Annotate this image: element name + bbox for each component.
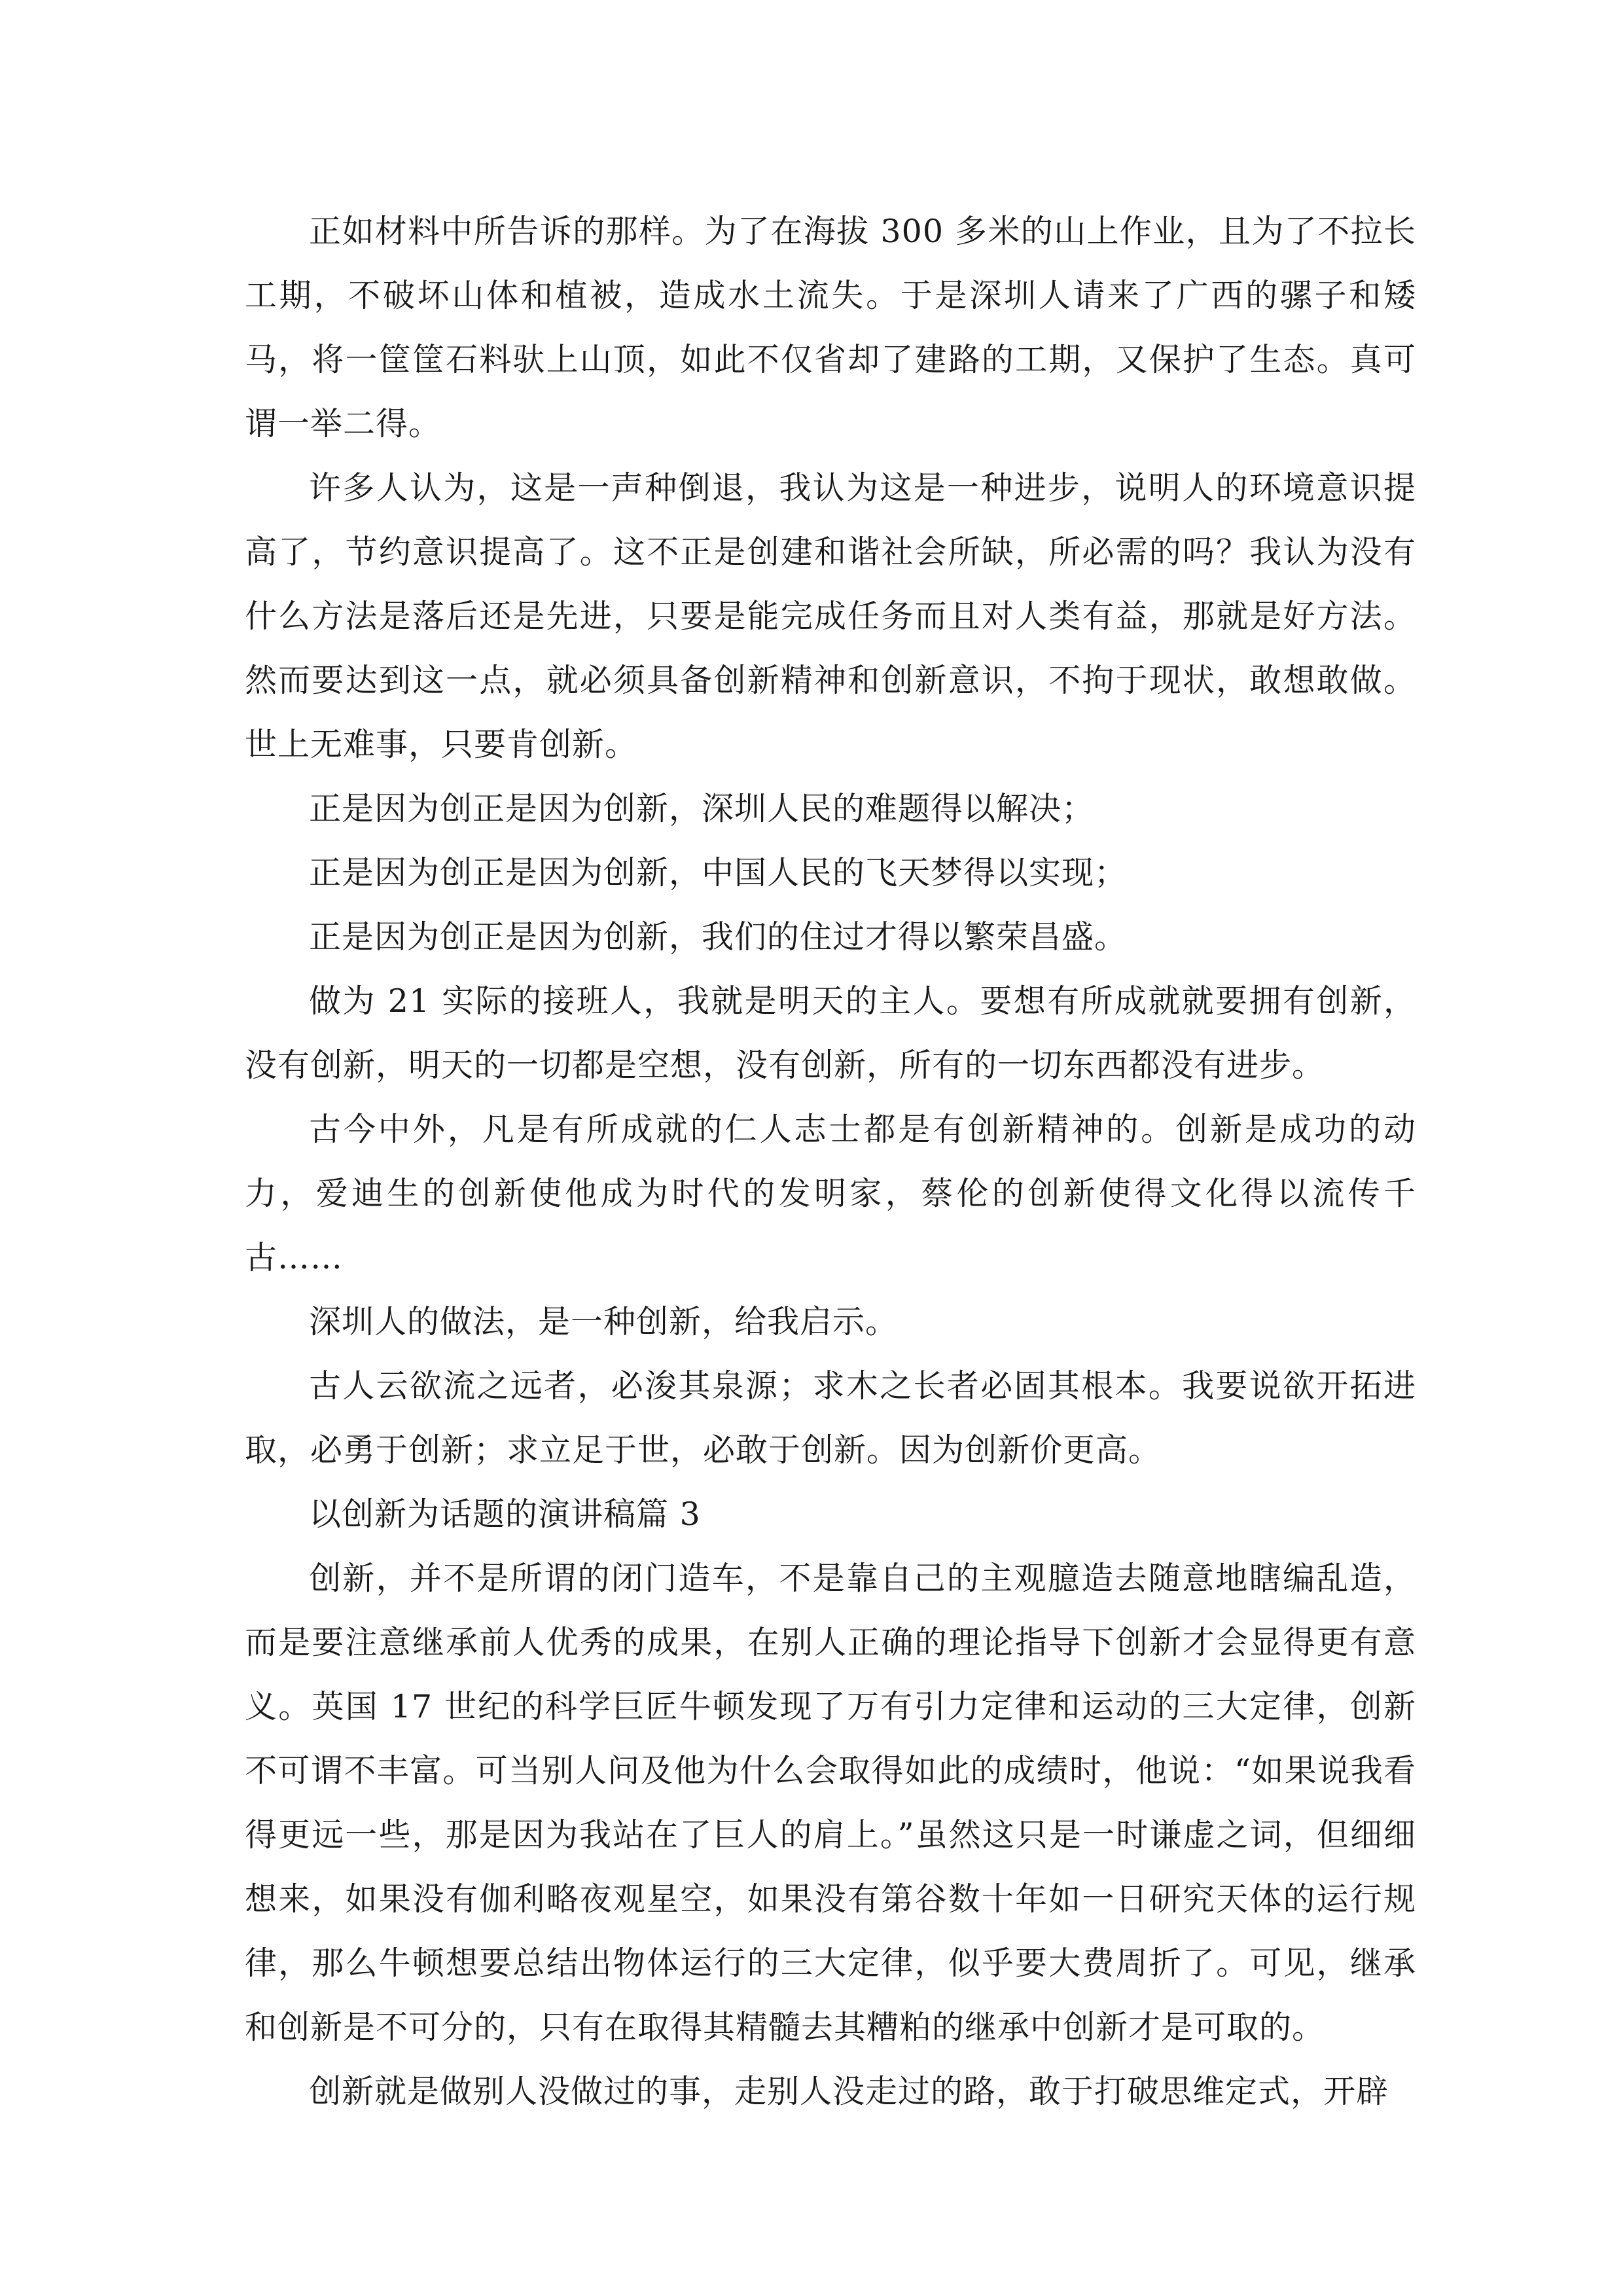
document-body — [245, 200, 1416, 2124]
paragraph-9: 古人云欲流之远者，必浚其泉源；求木之长者必固其根本。我要说欲开拓进取，必勇于创新；求立足于世，必敢于创新。因为创新价更高。 — [245, 1367, 1416, 1469]
paragraph-3: 正是因为创正是因为创新，深圳人民的难题得以解决； — [309, 790, 1095, 827]
paragraph-1: 正如材料中所告诉的那样。为了在海拔 300 多米的山上作业，且为了不拉长工期，不破坏山体和植被，造成水土流失。于是深圳人请来了广西的骡子和矮马，将一筐筐石料驮上山顶，如此不仅省却了建路的工期，又保护了生态。真可谓一举二得。 — [245, 213, 1416, 442]
section-heading: 以创新为话题的演讲稿篇 3 — [309, 1496, 701, 1533]
paragraph-2: 许多人认为，这是一声种倒退，我认为这是一种进步，说明人的环境意识提高了，节约意识提高了。这不正是创建和谐社会所缺，所必需的吗？我认为没有什么方法是落后还是先进，只要是能完成任务而且对人类有益，那就是好方法。然而要达到这一点，就必须具备创新精神和创新意识，不拘于现状，敢想敢做。世上无难事，只要肯创新。 — [245, 469, 1416, 763]
paragraph-8: 深圳人的做法，是一种创新，给我启示。 — [309, 1303, 899, 1340]
paragraph-7: 古今中外，凡是有所成就的仁人志士都是有创新精神的。创新是成功的动力，爱迪生的创新使他成为时代的发明家，蔡伦的创新使得文化得以流传千古…… — [245, 1111, 1416, 1276]
paragraph-10: 创新，并不是所谓的闭门造车，不是靠自己的主观臆造去随意地瞎编乱造，而是要注意继承前人优秀的成果，在别人正确的理论指导下创新才会显得更有意义。英国 17 世纪的科学巨匠牛顿发现了万有引力定律和运动的三大定律，创新不可谓不丰富。可当别人问及他为什么会取得如此的成绩时，他说：“如果说我看得更远一些，那是因为我站在了巨人的肩上。”虽然这只是一时谦虚之词，但细细想来，如果没有伽利略夜观星空，如果没有第谷数十年如一日研究天体的运行规律，那么牛顿想要总结出物体运行的三大定律，似乎要大费周折了。可见，继承和创新是不可分的，只有在取得其精髓去其糟粕的继承中创新才是可取的。 — [245, 1560, 1416, 2046]
paragraph-4: 正是因为创正是因为创新，中国人民的飞天梦得以实现； — [309, 854, 1128, 891]
paragraph-11: 创新就是做别人没做过的事，走别人没走过的路，敢于打破思维定式，开辟 — [309, 2073, 1389, 2110]
paragraph-6: 做为 21 实际的接班人，我就是明天的主人。要想有所成就就要拥有创新，没有创新，明天的一切都是空想，没有创新，所有的一切东西都没有进步。 — [245, 982, 1416, 1084]
paragraph-5: 正是因为创正是因为创新，我们的住过才得以繁荣昌盛。 — [309, 918, 1128, 956]
